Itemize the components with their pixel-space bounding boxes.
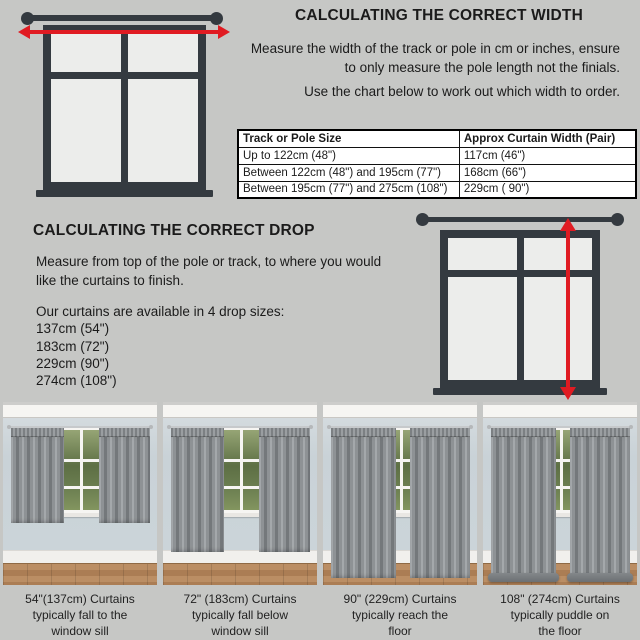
- drop-size-item: 137cm (54"): [36, 321, 110, 337]
- photo-caption: 108" (274cm) Curtains typically puddle on the floor: [500, 592, 620, 638]
- table-row: Between 122cm (48") and 195cm (77") 168cm (66"): [238, 164, 636, 181]
- curtain-photo-below-sill: [163, 402, 317, 585]
- curtain-panel-left: [491, 428, 556, 582]
- drop-example-108: [483, 402, 637, 639]
- window-diagram: [440, 230, 600, 388]
- crown-molding: [323, 405, 477, 418]
- window-panes: [51, 33, 198, 182]
- window-diagram: [43, 25, 206, 190]
- curtain-puddle: [488, 573, 559, 582]
- photo-caption: 54"(137cm) Curtains typically fall to the window sill: [25, 592, 135, 638]
- crown-molding: [3, 405, 157, 418]
- window-sill: [433, 388, 607, 395]
- curtain-panel-right: [259, 428, 311, 552]
- curtain-panel-right: [410, 428, 470, 578]
- curtain-pole-icon: [423, 217, 617, 222]
- curtain-puddle: [567, 573, 633, 582]
- drop-examples-row: [0, 402, 640, 639]
- curtain-panel-left: [11, 428, 63, 523]
- width-section-paragraph: Measure the width of the track or pole in cm or inches, ensure to only measure the pole length not the finials.: [250, 41, 620, 75]
- pole-finial-right-icon: [611, 213, 624, 226]
- table-header-row: [238, 130, 636, 147]
- drop-size-item: 274cm (108"): [36, 373, 117, 389]
- photo-caption: 90" (229cm) Curtains typically reach the floor: [343, 592, 457, 638]
- curtain-pole-icon: [25, 15, 219, 21]
- photo-caption: 72" (183cm) Curtains typically fall below window sill: [183, 592, 297, 638]
- curtain-panel-left: [171, 428, 223, 552]
- width-measure-arrow-icon: [18, 25, 230, 39]
- curtain-photo-puddle: [483, 402, 637, 585]
- curtain-photo-sill: [3, 402, 157, 585]
- pole-finial-right-icon: [210, 12, 223, 25]
- curtain-photo-floor: [323, 402, 477, 585]
- table-row: Up to 122cm (48") 117cm (46"): [238, 147, 636, 164]
- photo-window: [220, 427, 263, 513]
- size-table: [237, 129, 637, 199]
- curtain-panel-left: [331, 428, 396, 578]
- drop-size-item: 229cm (90"): [36, 355, 110, 371]
- drop-example-54: [3, 402, 157, 639]
- wood-floor: [163, 563, 317, 585]
- curtain-panel-right: [99, 428, 151, 523]
- photo-window: [60, 427, 103, 513]
- drop-sizes-list: [36, 303, 284, 389]
- pole-finial-left-icon: [416, 213, 429, 226]
- window-sill: [36, 190, 213, 197]
- col-header-track-pole: Track or Pole Size: [238, 130, 459, 147]
- drop-measure-arrow-icon: [560, 218, 576, 400]
- pole-finial-left-icon: [21, 12, 34, 25]
- drop-example-90: [323, 402, 477, 639]
- width-section-hint: Use the chart below to work out which width to order.: [304, 84, 620, 99]
- crown-molding: [483, 405, 637, 418]
- table-row: Between 195cm (77") and 275cm (108") 229cm ( 90"): [238, 181, 636, 198]
- wood-floor: [3, 563, 157, 585]
- drop-example-72: [163, 402, 317, 639]
- drop-size-item: 183cm (72"): [36, 338, 110, 354]
- drop-section-title: CALCULATING THE CORRECT DROP: [33, 222, 315, 239]
- width-section-title: CALCULATING THE CORRECT WIDTH: [295, 7, 583, 24]
- drop-section-paragraph: Measure from top of the pole or track, to where you would like the curtains to finish.: [36, 254, 382, 288]
- drop-sizes-intro: Our curtains are available in 4 drop sizes:: [36, 304, 285, 319]
- baseboard: [3, 550, 157, 563]
- curtain-panel-right: [570, 428, 630, 582]
- col-header-curtain-width: Approx Curtain Width (Pair): [459, 130, 636, 147]
- crown-molding: [163, 405, 317, 418]
